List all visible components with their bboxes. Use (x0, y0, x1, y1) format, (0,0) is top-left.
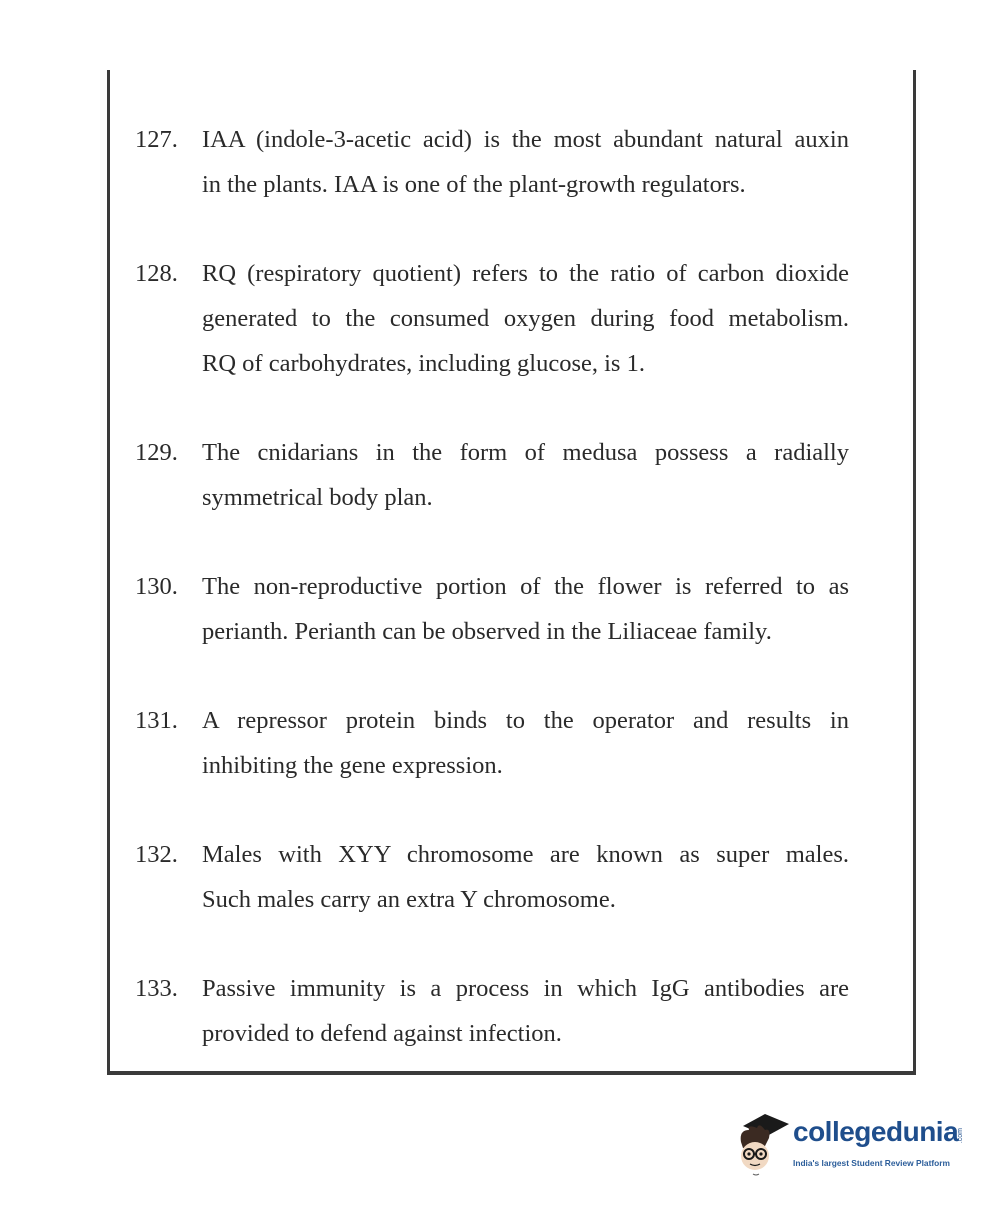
item-text (202, 698, 849, 788)
item-line: The cnidarians in the form of medusa possess a radially (202, 439, 849, 466)
item-line: inhibiting the gene expression. (202, 752, 503, 779)
item-number: 128. (135, 260, 178, 287)
item-line: RQ of carbohydrates, including glucose, is 1. (202, 350, 645, 377)
item-text (202, 117, 849, 207)
item-text (202, 564, 849, 654)
item-line: IAA (indole-3-acetic acid) is the most abundant natural auxin (202, 126, 849, 153)
item-line: RQ (respiratory quotient) refers to the ratio of carbon dioxide (202, 260, 849, 287)
item-number: 132. (135, 841, 178, 868)
item-text (202, 251, 849, 386)
item-line: The non-reproductive portion of the flower is referred to as (202, 573, 849, 600)
item-text (202, 430, 849, 520)
brand-dotcom: .com (957, 1128, 964, 1144)
item-text (202, 832, 849, 922)
brand-name: collegedunia (793, 1116, 959, 1147)
item-line: generated to the consumed oxygen during food metabolism. (202, 305, 849, 332)
item-line: in the plants. IAA is one of the plant-growth regulators. (202, 171, 746, 198)
item-line: A repressor protein binds to the operator and results in (202, 707, 849, 734)
item-line: perianth. Perianth can be observed in the Liliaceae family. (202, 618, 772, 645)
item-line: Such males carry an extra Y chromosome. (202, 886, 616, 913)
collegedunia-logo[interactable] (735, 1108, 965, 1188)
item-line: provided to defend against infection. (202, 1020, 562, 1047)
item-number: 131. (135, 707, 178, 734)
brand-tagline: India's largest Student Review Platform (793, 1158, 950, 1168)
item-number: 133. (135, 975, 178, 1002)
item-text (202, 966, 849, 1056)
item-number: 129. (135, 439, 178, 466)
item-number: 127. (135, 126, 178, 153)
item-line: symmetrical body plan. (202, 484, 433, 511)
item-line: Passive immunity is a process in which IgG antibodies are (202, 975, 849, 1002)
item-line: Males with XYY chromosome are known as super males. (202, 841, 849, 868)
mascot-icon (735, 1108, 795, 1180)
item-number: 130. (135, 573, 178, 600)
